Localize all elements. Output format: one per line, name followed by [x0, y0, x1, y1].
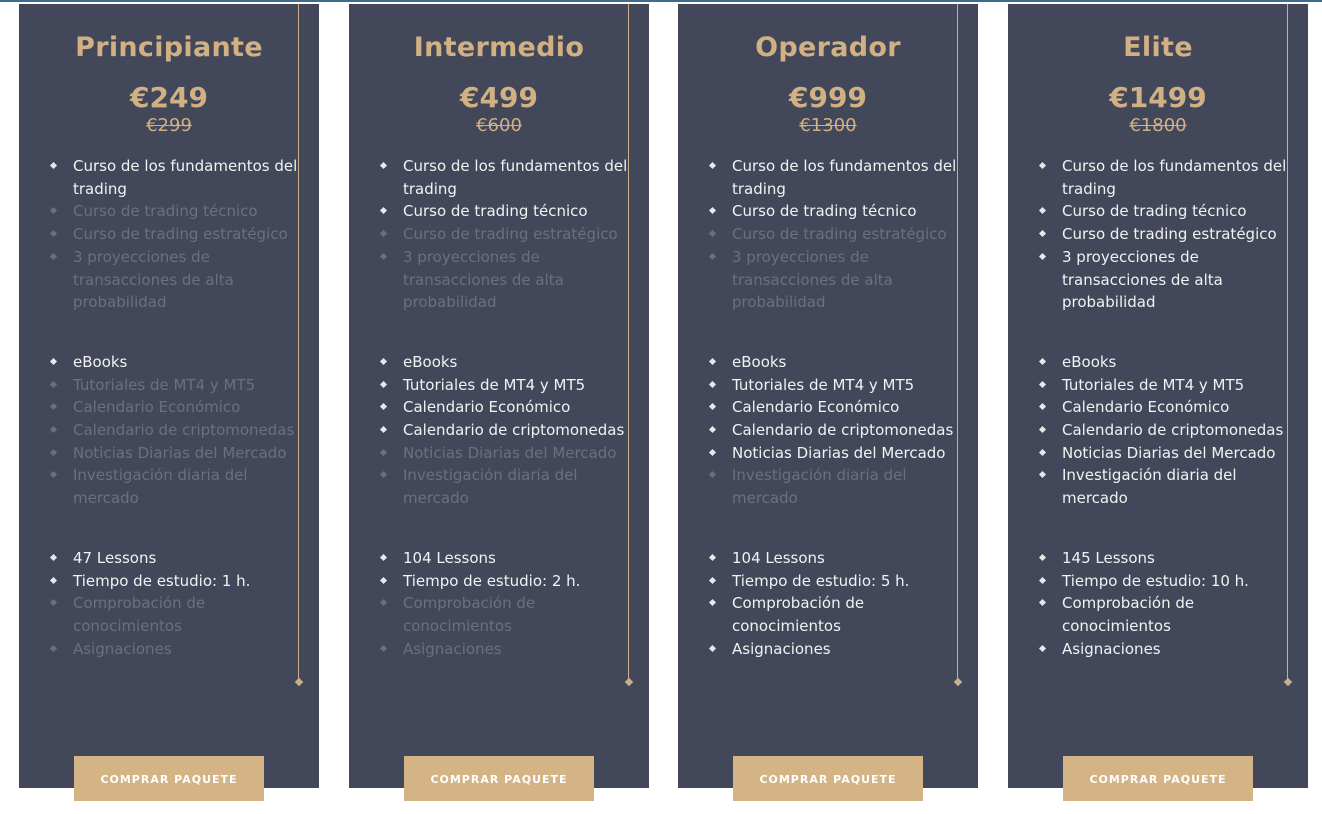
feature-item: Tiempo de estudio: 1 h. — [49, 570, 299, 593]
feature-item: 104 Lessons — [708, 547, 958, 570]
plan-name: Elite — [1123, 32, 1193, 63]
feature-item: Asignaciones — [379, 638, 629, 661]
feature-item: eBooks — [49, 351, 299, 374]
feature-item: Curso de trading estratégico — [379, 223, 629, 246]
feature-item: Curso de trading técnico — [49, 200, 299, 223]
plan-old-price: €1800 — [1129, 115, 1187, 136]
plan-price: €499 — [460, 81, 538, 114]
feature-item: Calendario Económico — [1038, 396, 1288, 419]
feature-item: Investigación diaria del mercado — [1038, 464, 1288, 509]
plan-card-operador — [678, 4, 978, 788]
feature-item: 104 Lessons — [379, 547, 629, 570]
feature-item: Curso de trading estratégico — [1038, 223, 1288, 246]
feature-item: Asignaciones — [1038, 638, 1288, 661]
feature-item: Curso de los fundamentos del trading — [379, 155, 629, 200]
plan-name: Operador — [755, 32, 901, 63]
feature-item: Comprobación de conocimientos — [1038, 592, 1288, 637]
plan-price: €249 — [130, 81, 208, 114]
feature-item: Curso de trading técnico — [708, 200, 958, 223]
feature-item: Calendario Económico — [49, 396, 299, 419]
feature-item: Investigación diaria del mercado — [49, 464, 299, 509]
buy-package-button[interactable]: COMPRAR PAQUETE — [1063, 756, 1253, 801]
feature-item: Calendario de criptomonedas — [49, 419, 299, 442]
plan-name: Intermedio — [413, 32, 585, 63]
feature-list — [379, 155, 629, 660]
plan-old-price: €600 — [476, 115, 522, 136]
feature-item: Calendario Económico — [379, 396, 629, 419]
feature-item: Tutoriales de MT4 y MT5 — [379, 374, 629, 397]
feature-item: 3 proyecciones de transacciones de alta probabilidad — [379, 246, 629, 314]
plan-name: Principiante — [75, 32, 263, 63]
buy-package-button[interactable]: COMPRAR PAQUETE — [733, 756, 923, 801]
feature-item: Noticias Diarias del Mercado — [1038, 442, 1288, 465]
feature-item: Noticias Diarias del Mercado — [708, 442, 958, 465]
plan-old-price: €1300 — [799, 115, 857, 136]
buy-package-button[interactable]: COMPRAR PAQUETE — [74, 756, 264, 801]
diamond-icon — [625, 678, 633, 686]
plan-card-elite — [1008, 4, 1308, 788]
feature-item: Tutoriales de MT4 y MT5 — [49, 374, 299, 397]
feature-item: Investigación diaria del mercado — [379, 464, 629, 509]
feature-item: Noticias Diarias del Mercado — [49, 442, 299, 465]
feature-item: Curso de trading estratégico — [708, 223, 958, 246]
feature-item: Asignaciones — [708, 638, 958, 661]
feature-item: Calendario de criptomonedas — [379, 419, 629, 442]
plan-old-price: €299 — [146, 115, 192, 136]
feature-item: Tiempo de estudio: 2 h. — [379, 570, 629, 593]
feature-item: Curso de los fundamentos del trading — [708, 155, 958, 200]
feature-item: Investigación diaria del mercado — [708, 464, 958, 509]
feature-item: Comprobación de conocimientos — [379, 592, 629, 637]
feature-item: Calendario de criptomonedas — [708, 419, 958, 442]
feature-item: 47 Lessons — [49, 547, 299, 570]
diamond-icon — [295, 678, 303, 686]
feature-item: 145 Lessons — [1038, 547, 1288, 570]
feature-list — [1038, 155, 1288, 660]
plan-price: €999 — [789, 81, 867, 114]
feature-item: Noticias Diarias del Mercado — [379, 442, 629, 465]
feature-item: Calendario de criptomonedas — [1038, 419, 1288, 442]
diamond-icon — [1284, 678, 1292, 686]
feature-item: 3 proyecciones de transacciones de alta probabilidad — [1038, 246, 1288, 314]
feature-item: Calendario Económico — [708, 396, 958, 419]
feature-item: Asignaciones — [49, 638, 299, 661]
feature-item: Curso de trading estratégico — [49, 223, 299, 246]
feature-list — [49, 155, 299, 660]
buy-package-button[interactable]: COMPRAR PAQUETE — [404, 756, 594, 801]
feature-item: eBooks — [379, 351, 629, 374]
plan-card-intermedio — [349, 4, 649, 788]
feature-item: Curso de los fundamentos del trading — [49, 155, 299, 200]
diamond-icon — [954, 678, 962, 686]
feature-item: 3 proyecciones de transacciones de alta probabilidad — [708, 246, 958, 314]
feature-item: Tiempo de estudio: 10 h. — [1038, 570, 1288, 593]
feature-item: Tutoriales de MT4 y MT5 — [1038, 374, 1288, 397]
feature-item: Comprobación de conocimientos — [708, 592, 958, 637]
feature-item: Curso de trading técnico — [379, 200, 629, 223]
feature-item: 3 proyecciones de transacciones de alta probabilidad — [49, 246, 299, 314]
feature-item: Comprobación de conocimientos — [49, 592, 299, 637]
plan-price: €1499 — [1109, 81, 1207, 114]
feature-item: Curso de trading técnico — [1038, 200, 1288, 223]
feature-item: Curso de los fundamentos del trading — [1038, 155, 1288, 200]
plan-card-principiante — [19, 4, 319, 788]
feature-item: Tutoriales de MT4 y MT5 — [708, 374, 958, 397]
feature-list — [708, 155, 958, 660]
feature-item: Tiempo de estudio: 5 h. — [708, 570, 958, 593]
feature-item: eBooks — [1038, 351, 1288, 374]
feature-item: eBooks — [708, 351, 958, 374]
